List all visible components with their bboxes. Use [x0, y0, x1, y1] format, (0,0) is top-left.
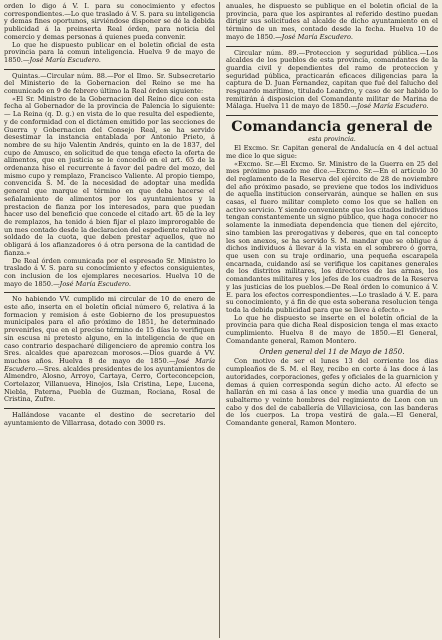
- signature: José María Escudero.: [29, 55, 101, 64]
- paragraph-text: De Real órden comunicada por el espresado Sr. Ministro lo traslado á V. S. para su conocimiento y efectos consiguientes, con inclusion de los ejemplares necesarios. Huelva 10 de mayo de 1850.—: [4, 256, 215, 288]
- section-divider: [4, 408, 215, 409]
- signature: —José María Escudero.: [275, 32, 353, 41]
- column-divider: [219, 2, 220, 638]
- section-divider: [226, 115, 438, 116]
- article-paragraph: [4, 258, 215, 289]
- article-paragraph: [226, 3, 438, 42]
- paragraph-text: No habiendo VV. cumplido mi circular de 10 de enero de este año, inserta en el boletín oficial número 6, relativa á la formacion y remision á este Gobierno de los presupuestos municipales para el año próximo de 1851, he determinado prevenirles, que en el preciso término de 15 días lo verifiquen sin escusa ni pretesto alguno, en la inteligencia de que en caso contrario despacharé diligenciero de apremio contra los Sres. alcaldes que aparezcan morosos.—Dios guarde á VV. muchos años. Huelva 8 de mayo de 1850.—: [4, 295, 215, 365]
- signature: José María Escudero.: [4, 356, 216, 373]
- article-paragraph: El Excmo. Sr. Capitan general de Andalucía en 4 del actual me dice lo que sigue:: [226, 144, 438, 160]
- article-paragraph: Lo que he dispuesto se inserte en el boletín oficial de la provincia para que dicha Real disposicion tenga el mas exacto cumplimiento. Huelva 8 de mayo de 1850.—El General, Comandante general, Ramon Montero.: [226, 313, 438, 345]
- signature: José María Escudero.: [357, 102, 429, 111]
- section-divider: [4, 69, 215, 70]
- article-paragraph: Con motivo de ser el lunes 13 del corriente los dias cumpleaños de S. M. el Rey, recibo en corte á las doce á las autoridades, corporaciones, gefes y oficiales de la guarnicion y demas á quien corresponda según dicho acto. Al efecto se hallarán en mi casa á las once y media una guardia de un subalterno y veinte hombres del regimiento de Leon con un cabo y dos del de caballería de Villaviciosa, con las banderas de los cuerpos. La tropa vestirá de gala.—El General, Comandante general, Ramon Montero.: [226, 357, 438, 428]
- addressees-list: —Sres. alcaldes presidentes de los ayuntamientos de Almendro, Alosno, Arroyo, Cartaya, Cerro, Corteconcepcion, Cortelazor, Villanueva, Hinojos, Isla Cristina, Lepe, Lucena, Niebla, Paterna, Puebla de Guzman, Rociana, Rosal de Cristina, Zufre.: [4, 364, 215, 404]
- order-title: Orden general del 11 de Mayo de 1850.: [259, 347, 405, 357]
- section-divider: [226, 46, 438, 47]
- section-subtitle: esta provincia.: [308, 135, 356, 144]
- royal-order-text: «El Sr. Ministro de la Gobernacion del Reino dice con esta fecha al Gobernador de la provincia de Palencia lo siguiente: — La Reina (q. D. g.) en vista de lo que resulta del espediente, y de conformidad con el dictámen emitido por las secciones de Guerra y Gobernacion del Consejo Real, se ha servido desestimar la instancia entablada por Antonio Prieto, á nombre de su hijo Valentin Andrés, quinto en la de 1837, del cupo de Amusco, en solicitud de que tenga efecto la oferta de alimentos, que en justicia se le concedió en el art. 65 de la ordenanza hiso el recurrente á favor del padre del mozo, del mismo cupo y remplazo, Francisco Valiente. Al propio tiempo, convencida S. M. de la necesidad de adoptar una medida general que marque el término en que deba hacerse el señalamiento de alimentos por los ayuntamientos y la prestacion de fianza por los interesados, para que puedan hacer uso del beneficio que concede el citado art. 65 de la ley de remplazos, ha tenido á bien fijar el plazo improrogable de un mes contado desde la declaracion del espediente relativo al soldado de la cuota, que deben prestar aquellos, que no obligará á los afianzadores ó á otra persona de la cantidad de fianza.»: [4, 94, 215, 257]
- paragraph-text: Circular núm. 89.—Proteccion y seguridad pública.—Los alcaldes de los pueblos de esta provincia, comandantes de la guardia civil y dependientes del ramo de proteccion y seguridad pública, practicarán eficaces diligencias para la captura de D. Juan Fernandez, capitan que fué del falucho del resguardo marítimo, titulado Leandro, y caso de ser habido lo remitirán á disposicion del Comandante militar de Marina de Málaga. Huelva 11 de mayo de 1850.—: [226, 48, 438, 111]
- paragraph-text: anuales, he dispuesto se publique en el boletin oficial de la provincia, para que los aspirantes al referido destino puedan dirigir sus solicitudes al alcalde de dicho ayuntamiento en el término de un mes, contado desde la fecha. Huelva 10 de mayo de 1850.: [226, 2, 438, 41]
- left-column: [4, 3, 215, 428]
- article-paragraph: [4, 296, 215, 404]
- article-paragraph: «Excmo. Sr.—El Excmo. Sr. Ministro de la Guerra en 25 del mes próximo pasado me dice.—Excmo. Sr.—En el artículo 30 del reglamento de la Reserva del ejército de 28 de noviembre del año próximo pasado, se previene que todos los individuos de aquella institucion conservarán, aunque se hallen en sus casas, el fuero militar completo como los que se hallen en activo servicio. Y siendo conveniente que los citados individuos tengan constantemente un signo público, que haga conocer no solamente la inmediata dependencia que tienen del ejército, sino tambien las prerogativas y deberes, que en tal concepto les son anexos, se ha servido S. M. mandar que se obligue á dichos individuos á llevar á la vista en el sombrero ó gorra, que usen con su traje ordinario, una pequeña escarapela encarnada, cuidando así se verifique los capitanes generales de los distritos militares, los directores de las armas, los comandantes militares y los jefes de los cuadros de la Reserva y las justicias de los pueblos.—De Real órden lo comunico á V. E. para los efectos correspondientes.—Lo traslado á V. E. para su conocimiento, y á fin de que esta soberana resolucion tenga toda la debida publicidad para que se lleve á efecto.»: [226, 159, 438, 314]
- article-paragraph: orden lo digo á V. I. para su conocimiento y efectos correspondientes.—Lo que traslado á V. S. para su inteligencia y demas fines oportunos, sirviéndose disponer se dé la debida publicidad á la preinserta Real órden, para noticia del comercio y demas personas á quienes pueda convenir.: [4, 2, 215, 41]
- section-divider: [4, 292, 215, 293]
- article-paragraph: Hallándose vacante el destino de secretario del ayuntamiento de Villarrasa, dotado con 3000 rs.: [4, 411, 215, 427]
- circular-heading: Quintas.—Circular núm. 88.—Por el Ilmo. Sr. Subsecretario del Ministerio de la Gobernacion del Reino se me ha comunicado en 9 de febrero último la Real órden siguiente:: [4, 71, 215, 96]
- article-paragraph: [4, 42, 215, 65]
- section-title: Comandancia general de: [231, 119, 433, 136]
- paragraph-text: Lo que he dispuesto publicar en el boletin oficial de esta provincia para la comun inteligencia. Huelva 9 de mayo de 1850.—: [4, 40, 215, 64]
- right-column: [226, 3, 438, 428]
- signature: José María Escudero.: [59, 279, 131, 288]
- article-paragraph: [226, 50, 438, 112]
